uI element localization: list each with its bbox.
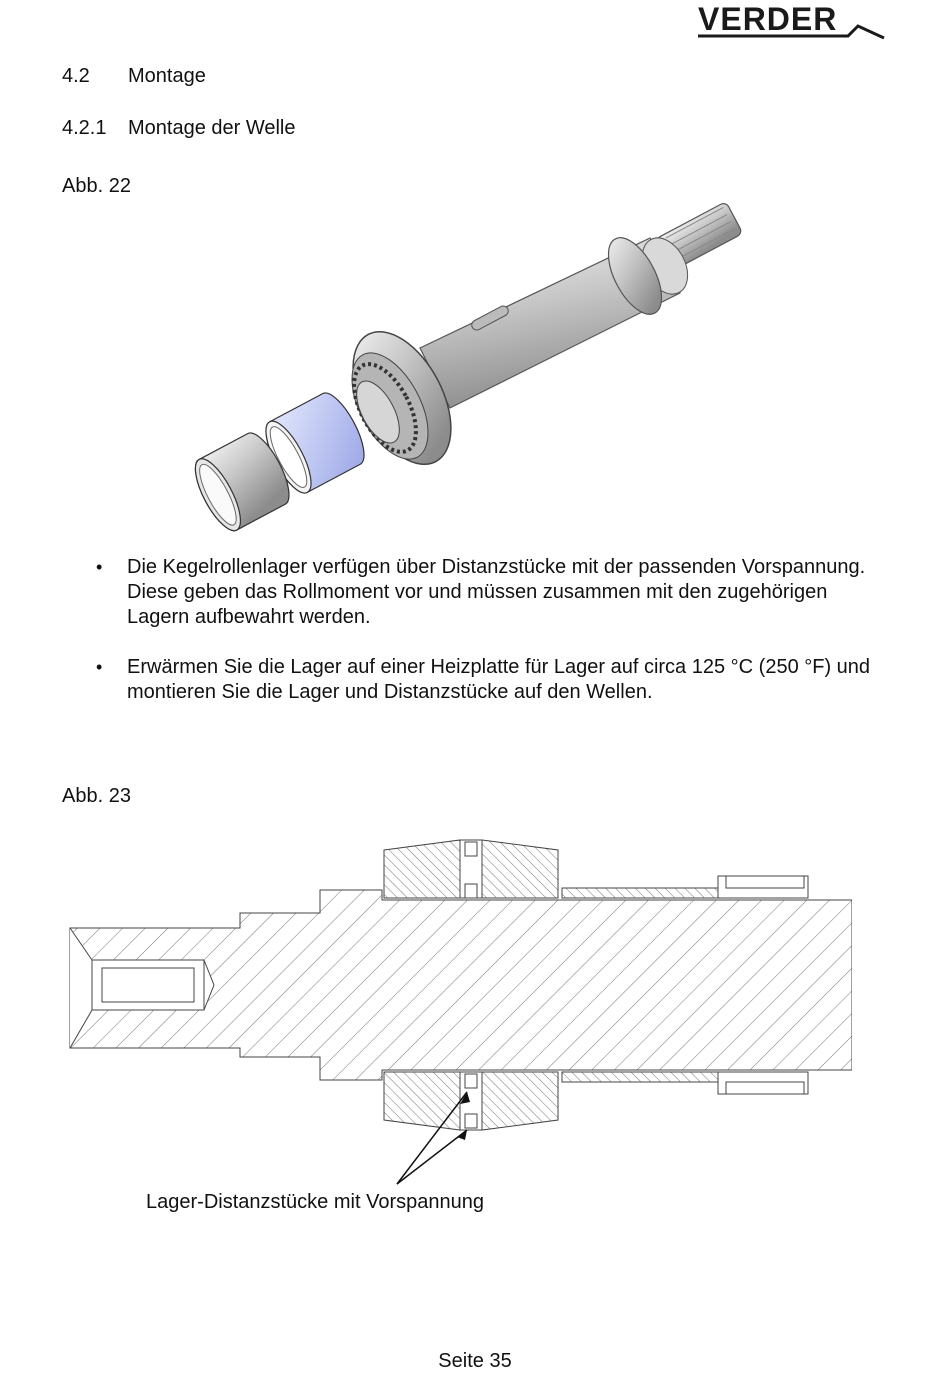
list-item — [96, 555, 896, 630]
shaft-section-drawing — [62, 830, 852, 1190]
figure-22-label: Abb. 22 — [62, 175, 131, 197]
section-number: 4.2 — [62, 65, 90, 87]
figure-23-callout: Lager-Distanzstücke mit Vorspannung — [146, 1191, 484, 1213]
verder-logo — [698, 2, 890, 42]
shaft-assembly-illustration — [180, 198, 780, 543]
bullet-symbol: • — [96, 557, 103, 577]
figure-23-label: Abb. 23 — [62, 785, 131, 807]
bullet-text: Die Kegelrollenlager verfügen über Distanzstücke mit der passenden Vorspannung. Diese geben das Rollmoment vor und müssen zusammen mit den zugehörigen Lagern aufbewahrt werden. — [127, 556, 866, 628]
bullet-symbol: • — [96, 657, 103, 677]
list-item — [96, 655, 896, 705]
section-title: Montage — [128, 65, 206, 87]
bullet-text: Erwärmen Sie die Lager auf einer Heizplatte für Lager auf circa 125 °C (250 °F) und montieren Sie die Lager und Distanzstücke auf den Wellen. — [127, 656, 871, 703]
logo-text: VERDER — [698, 2, 838, 37]
page-number: Seite 35 — [438, 1350, 512, 1372]
instruction-list — [96, 555, 896, 730]
subsection-title: Montage der Welle — [128, 117, 296, 139]
subsection-number: 4.2.1 — [62, 117, 107, 139]
